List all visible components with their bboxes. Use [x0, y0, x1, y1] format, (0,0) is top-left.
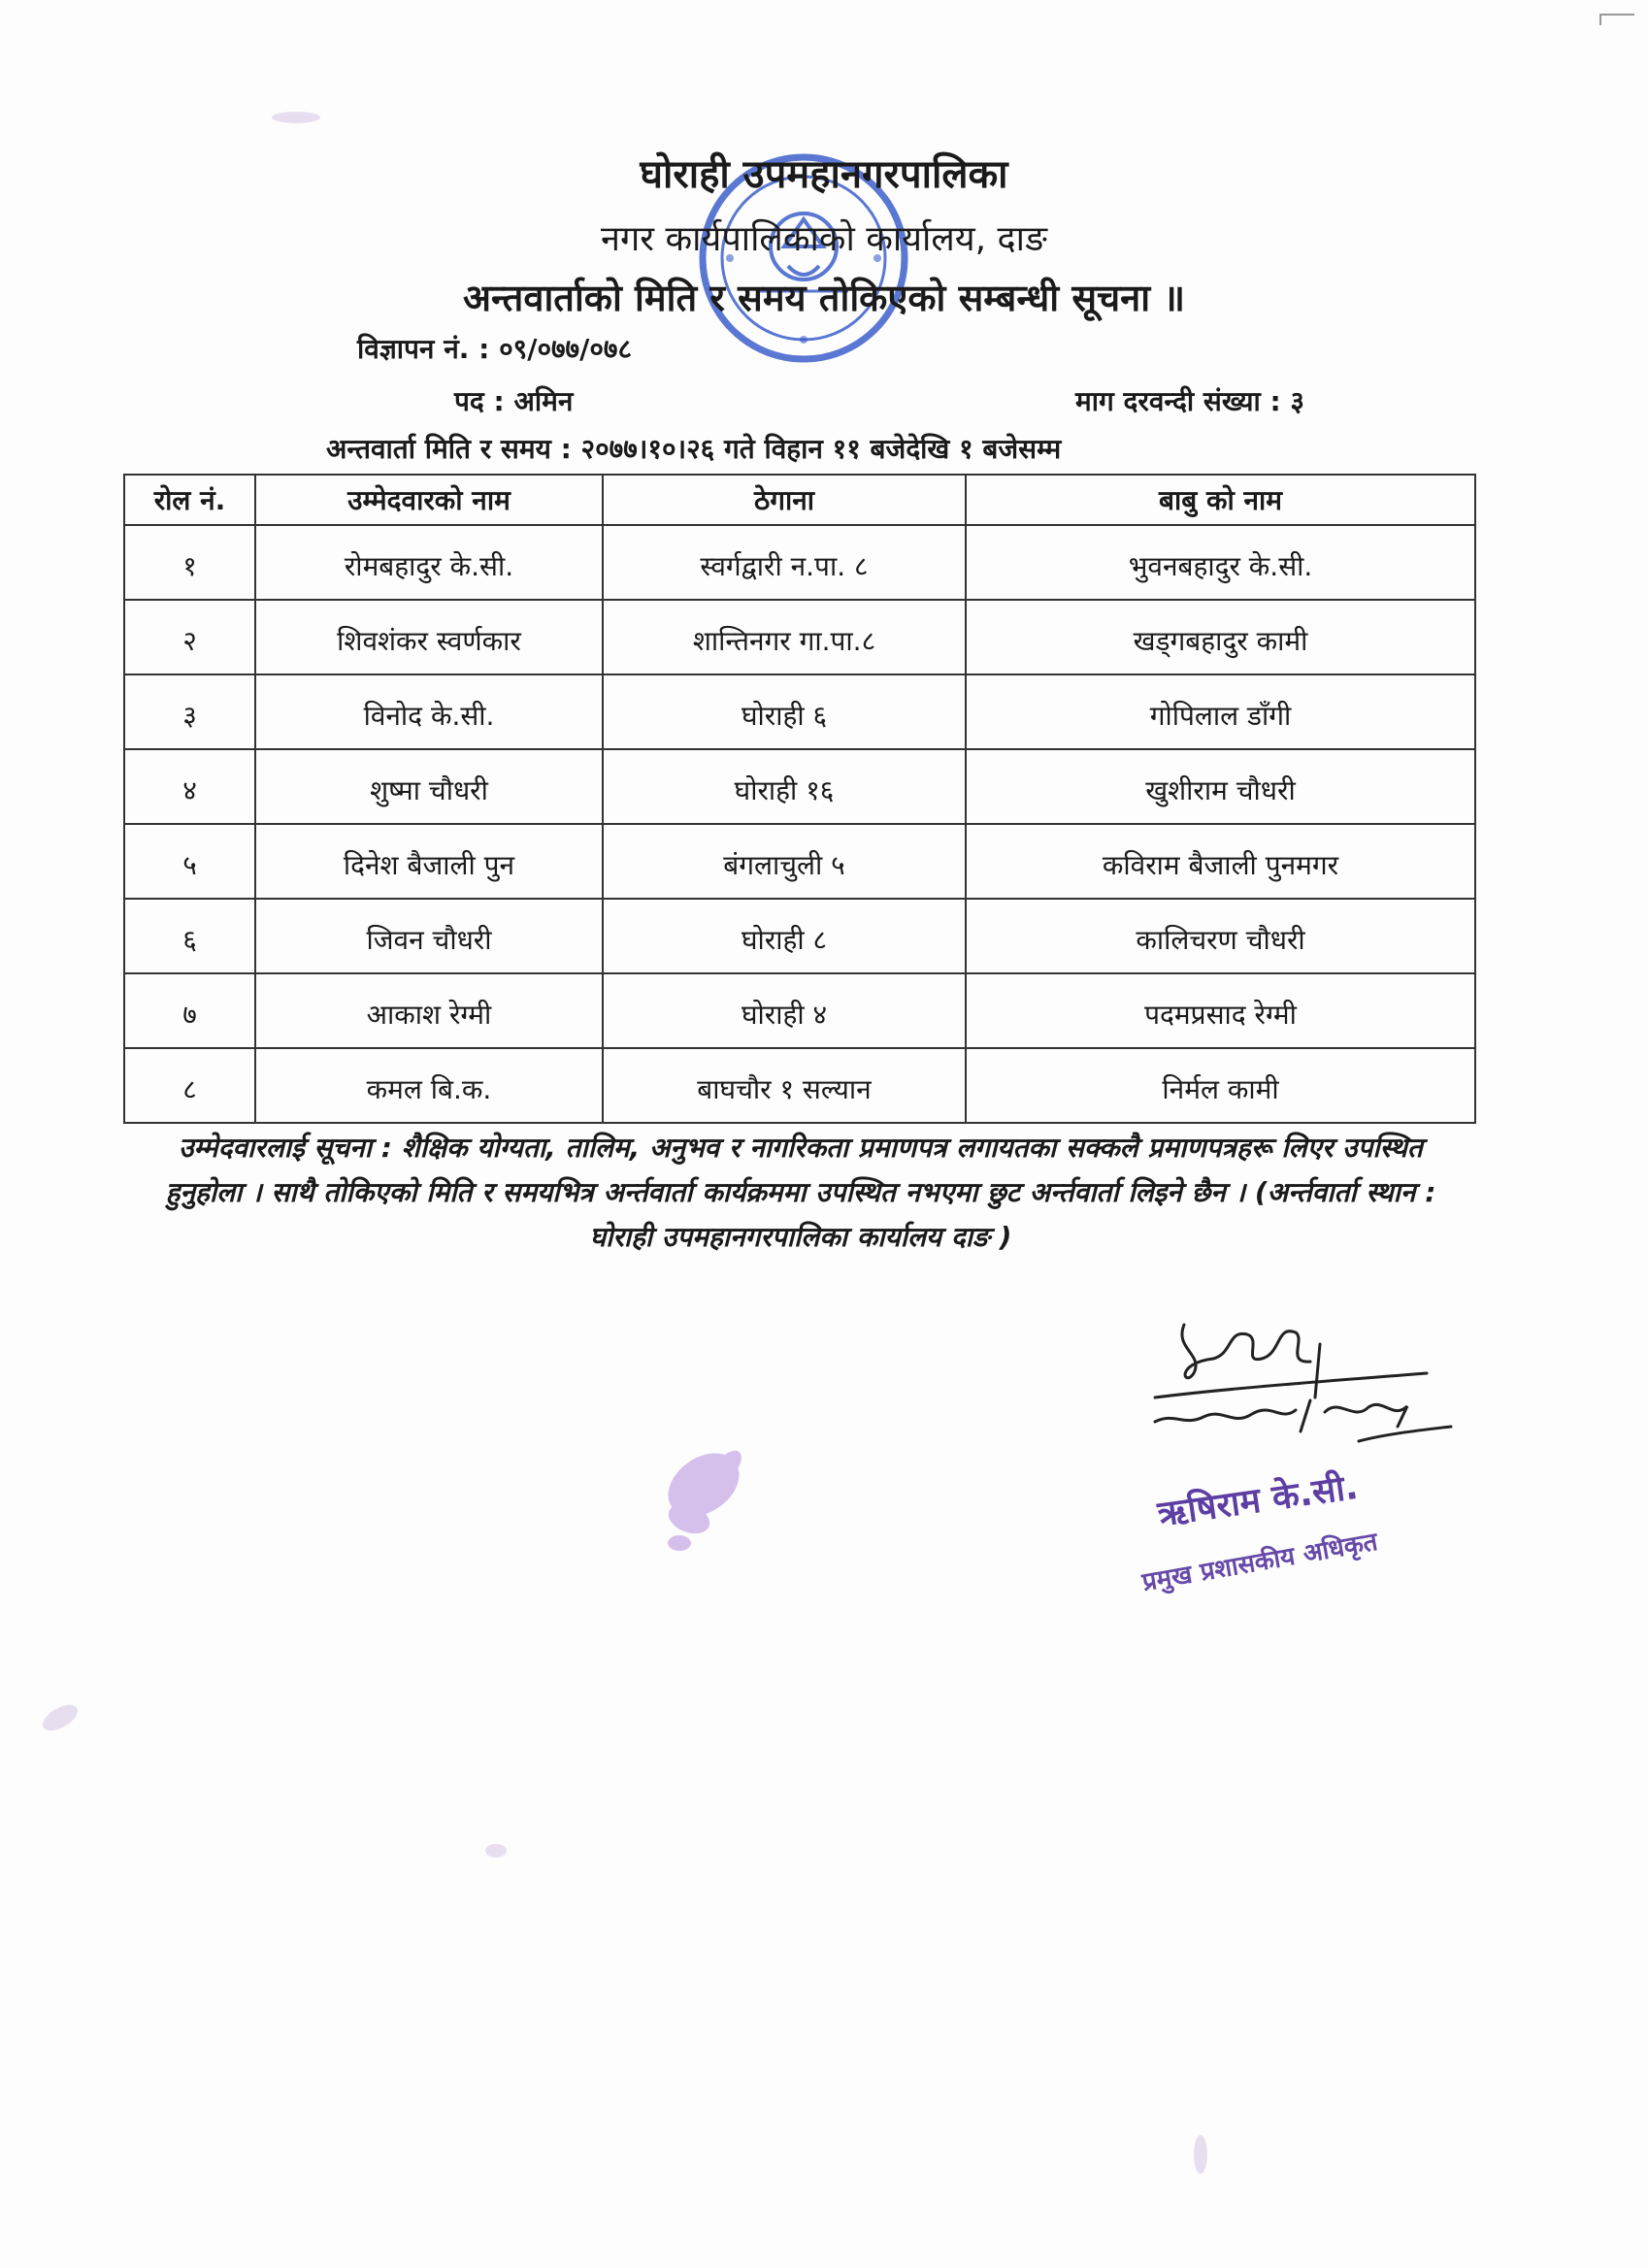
quota-label: माग दरवन्दी संख्या : [1075, 385, 1281, 417]
roll-no-cell: ३ [124, 674, 255, 749]
advertisement-label: विज्ञापन नं. : [357, 333, 490, 365]
father-name-cell: खड्गबहादुर कामी [966, 600, 1475, 674]
notice-label: उम्मेदवारलाई सूचना : [179, 1132, 392, 1164]
address-cell: शान्तिनगर गा.पा.८ [603, 600, 966, 674]
candidate-name-cell: कमल बि.क. [255, 1048, 603, 1123]
table-row [124, 1048, 1475, 1123]
table-header-row [124, 475, 1475, 525]
address-cell: घोराही ८ [603, 899, 966, 973]
father-name-cell: खुशीराम चौधरी [966, 749, 1475, 824]
quota-line [1075, 382, 1304, 419]
roll-no-cell: १ [124, 525, 255, 600]
candidate-name-cell: शिवशंकर स्वर्णकार [255, 600, 603, 674]
father-name-cell: भुवनबहादुर के.सी. [966, 525, 1475, 600]
address-cell: बंगलाचुली ५ [603, 824, 966, 899]
officer-name-stamp: ऋषिराम के.सी. [1155, 1466, 1361, 1535]
scan-blot [272, 112, 320, 123]
scan-blot [1194, 2135, 1207, 2174]
header-father-name: बाबु को नाम [966, 475, 1475, 525]
header-candidate-name: उम्मेदवारको नाम [255, 475, 603, 525]
interview-datetime-value: २०७७।१०।२६ गते विहान ११ बजेदेखि १ बजेसम्म [580, 433, 1062, 465]
candidate-name-cell: दिनेश बैजाली पुन [255, 824, 603, 899]
address-cell: घोराही १६ [603, 749, 966, 824]
advertisement-number: ०९/०७७/०७८ [499, 333, 633, 365]
address-cell: स्वर्गद्वारी न.पा. ८ [603, 525, 966, 600]
table-row [124, 600, 1475, 674]
roll-no-cell: ६ [124, 899, 255, 973]
table-row [124, 525, 1475, 600]
table-row [124, 674, 1475, 749]
candidate-name-cell: विनोद के.सी. [255, 674, 603, 749]
father-name-cell: गोपिलाल डाँगी [966, 674, 1475, 749]
table-row [124, 824, 1475, 899]
candidate-name-cell: शुष्मा चौधरी [255, 749, 603, 824]
office-title: नगर कार्यपालिकाको कार्यालय, दाङ [601, 219, 1047, 259]
father-name-cell: कविराम बैजाली पुनमगर [966, 824, 1475, 899]
notice-text: शैक्षिक योग्यता, तालिम, अनुभव र नागरिकता प्रमाणपत्र लगायतका सक्कलै प्रमाणपत्रहरू लिएर उपस्थित हुनुहोला । साथै तोकिएको मिति र समयभित्र अर्न्तवार्ता कार्यक्रममा उपस्थित नभएमा छुट अर्न्तवार्ता लिइने छैन । (अर्न्तवार्ता स्थान : घोराही उपमहानगरपालिका कार्यालय दाङ ) [165, 1132, 1436, 1253]
address-cell: बाघचौर १ सल्यान [603, 1048, 966, 1123]
roll-no-cell: ७ [124, 973, 255, 1048]
post-value: अमिन [513, 385, 574, 417]
roll-no-cell: ४ [124, 749, 255, 824]
candidate-name-cell: रोमबहादुर के.सी. [255, 525, 603, 600]
father-name-cell: पदमप्रसाद रेग्मी [966, 973, 1475, 1048]
officer-title-stamp: प्रमुख प्रशासकीय अधिकृत [1139, 1527, 1380, 1598]
address-cell: घोराही ४ [603, 973, 966, 1048]
scan-blot [485, 1844, 507, 1857]
roll-no-cell: २ [124, 600, 255, 674]
roll-no-cell: ८ [124, 1048, 255, 1123]
header-roll-no: रोल नं. [124, 475, 255, 525]
candidate-name-cell: जिवन चौधरी [255, 899, 603, 973]
father-name-cell: निर्मल कामी [966, 1048, 1475, 1123]
advertisement-line [357, 330, 632, 367]
scan-blot [39, 1699, 82, 1735]
table-row [124, 899, 1475, 973]
table-row [124, 973, 1475, 1048]
candidate-notice [155, 1126, 1446, 1260]
post-line [454, 382, 573, 419]
interview-datetime-label: अन्तवार्ता मिति र समय : [326, 433, 572, 465]
ink-smudge [621, 1417, 786, 1572]
candidate-table [123, 474, 1476, 1124]
father-name-cell: कालिचरण चौधरी [966, 899, 1475, 973]
interview-datetime-line [326, 430, 1061, 467]
candidate-name-cell: आकाश रेग्मी [255, 973, 603, 1048]
notice-title: अन्तवार्ताको मिति र समय तोकिएको सम्बन्धी सूचना ॥ [462, 277, 1186, 319]
table-row [124, 749, 1475, 824]
municipality-title: घोराही उपमहानगरपालिका [640, 152, 1008, 197]
post-label: पद : [454, 385, 505, 417]
scan-corner-mark [1599, 14, 1634, 25]
roll-no-cell: ५ [124, 824, 255, 899]
handwritten-signature [1116, 1305, 1466, 1451]
quota-value: ३ [1290, 385, 1304, 417]
address-cell: घोराही ६ [603, 674, 966, 749]
header-address: ठेगाना [603, 475, 966, 525]
